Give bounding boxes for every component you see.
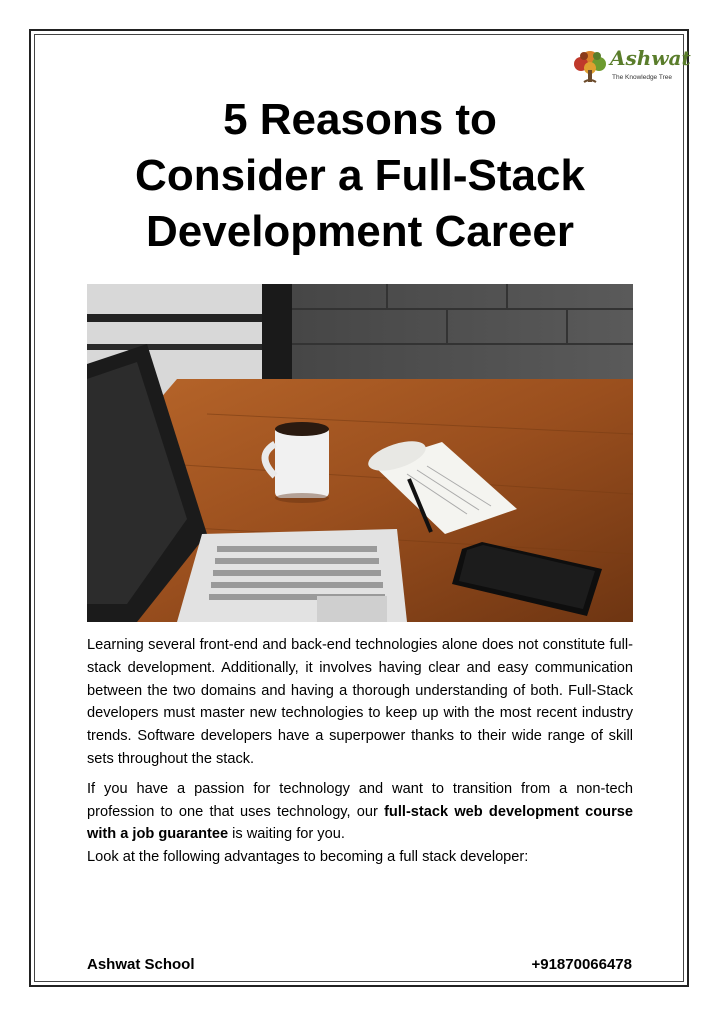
laptop-coffee-desk-photo: [87, 284, 633, 622]
title-line-1: 5 Reasons to: [223, 95, 497, 144]
footer-school-name: Ashwat School: [87, 956, 195, 973]
tree-logo-icon: [570, 46, 610, 86]
paragraph-course-text-after: is waiting for you.: [228, 826, 345, 843]
paragraph-advantages: Look at the following advantages to becoming a full stack developer:: [87, 849, 529, 866]
title-line-3: Development Career: [146, 207, 574, 256]
paragraph-course: [87, 778, 633, 846]
desk-photo-illustration: [87, 284, 633, 622]
course-link[interactable]: full-stack web development course with a job guarantee: [87, 803, 633, 843]
logo-brand-name: Ashwat: [610, 46, 691, 70]
logo-tagline: The Knowledge Tree: [612, 74, 672, 81]
ashwat-logo: [570, 44, 691, 88]
page-title: [60, 92, 660, 260]
footer-phone-number: +91870066478: [531, 956, 632, 973]
title-line-2: Consider a Full-Stack: [135, 151, 585, 200]
paragraph-intro: Learning several front-end and back-end technologies alone does not constitute full-stack development. Additionally, it involves having clear and easy communication between the two domains and having a thorough understanding of both. Full-Stack developers must master new technologies to keep up with the most recent industry trends. Software developers have a superpower thanks to their wide range of skill sets throughout the stack.: [87, 637, 633, 767]
article-body: [87, 634, 633, 869]
paragraph-course-text-before: If you have a passion for technology and want to transition from a non-tech profession to one that uses technology, our: [87, 780, 633, 820]
